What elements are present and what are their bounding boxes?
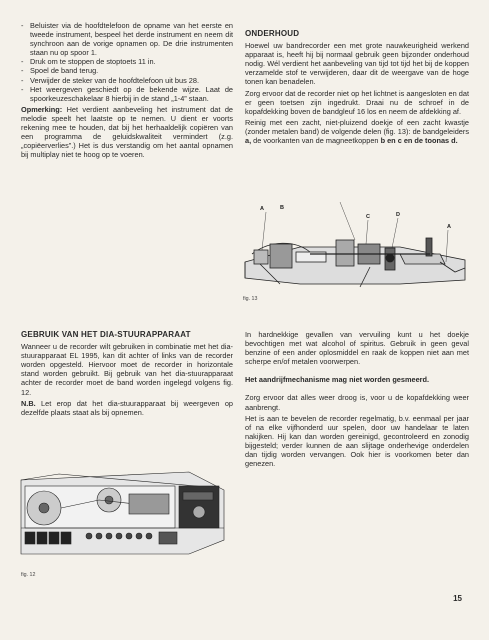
cleaning-paragraph: In hardnekkige gevallen van vervuiling kunt u het doekje bevochtigen met wat alcohol of spiritus. Gebruik in geen geval benzine of een ander oplosmiddel en raak de koppen niet aan met scherpe en/of metalen voorwerpen. [245,330,469,367]
slide-control-paragraph: Wanneer u de recorder wilt gebruiken in combinatie met het dia-stuurapparaat EL 1995, kan dit achter of links van de recorder worden opgesteld. Hiervoor moet de recorder in horizontale stand worden gebruikt. Bij gebruik van het dia-stuurapparaat achter de recorder moet de band worden ingelegd volgens fig. 12. [21,342,233,397]
figure-label-d: D [396,212,400,218]
note-label: Opmerking: [21,104,63,114]
nb-paragraph [21,399,233,417]
figure-label-b: B [280,205,284,211]
step-text: Druk om te stoppen de stoptoets 11 in. [30,57,156,67]
step-text: Verwijder de steker van de hoofdtelefoon uit bus 28. [30,75,200,85]
nb-label: N.B. [21,398,36,408]
list-item: - Spoel de band terug. [21,66,233,75]
list-item: - Het weergeven geschiedt op de bekende wijze. Laat de spoorkeuzeschakelaar 8 hierbij in de stand „1-4” staan. [21,84,233,103]
note-paragraph [21,105,233,160]
figure-13-caption: fig. 13 [243,296,258,302]
service-paragraph: Het is aan te bevelen de recorder regelmatig, b.v. eenmaal per jaar of na elke vijfhonderd uur spelen, door uw handelaar te laten nakijken. Hij kan dan worden gereinigd, gecontroleerd en zonodig bijgesteld; verder kunnen de aan slijtage onderhevige onderdelen dan tijdig worden vervangen. Ook hier is voorkomen beter dan genezen. [245,413,469,469]
maintenance-continued-column [245,330,469,470]
maintenance-paragraph-1: Hoewel uw bandrecorder een met grote nauwkeurigheid werkend apparaat is, heeft hij bij normaal gebruik geen bijzonder onderhoud nodig. Wél verdient het aanbeveling van tijd tot tijd het bij de koppen verzamelde stof te verwijderen, daar dit de weergave van de hoge tonen kan benadelen. [245,41,469,87]
step-text: Spoel de band terug. [30,66,99,76]
list-item: - Verwijder de steker van de hoofdtelefoon uit bus 28. [21,76,233,85]
list-item: - Beluister via de hoofdtelefoon de opname van het eerste en tweede instrument, bespeel het derde instrument en neem dit synchroon aan de vorige opnamen op. De drie instrumenten staan nu op spoor 1. [21,21,233,58]
maintenance-paragraph-2: Zorg ervoor dat de recorder niet op het lichtnet is aangesloten en dat er geen toetsen zijn ingedrukt. Draai nu de schroef in de kopafdekking boven de bandgleuf 16 los en neem de afdekking af. [245,88,469,116]
recording-steps-column [21,21,233,161]
note-text: Het verdient aanbeveling het instrument dat de melodie speelt het laatste op te nemen. U dient er voorts rekening mee te houden, dat bij het herhaaldelijk copiëren van een programma de geluidskwaliteit vermindert (z.g. „copiëerverlies”.) Het is dus verstandig om het aantal opnamen bij multiplay niet te hoog op te voeren. [21,104,233,160]
nb-text: Let erop dat het dia-stuurapparaat bij weergeven op dezelfde plaats staat als bij opnemen. [21,398,233,417]
text-span-bold: b en c en de toonas d. [380,136,458,146]
maintenance-paragraph-3 [245,118,469,145]
text-span: de voorkanten van de magneetkoppen [251,136,381,146]
slide-control-heading: GEBRUIK VAN HET DIA-STUURAPPARAAT [21,330,191,339]
maintenance-heading: ONDERHOUD [245,29,300,38]
figure-label-a2: A [447,224,451,230]
step-text: Beluister via de hoofdtelefoon de opname van het eerste en tweede instrument, bespeel het derde instrument en neem dit synchroon aan de vorige opnamen op. De drie instrumenten staan nu op spoor 1. [30,21,233,58]
list-item: - Druk om te stoppen de stoptoets 11 in. [21,57,233,66]
lubrication-warning: Het aandrijfmechanisme mag niet worden gesmeerd. [245,375,430,385]
dry-paragraph: Zorg ervoor dat alles weer droog is, voor u de kopafdekking weer aanbrengt. [245,393,469,412]
page-number: 15 [453,594,462,603]
text-span: Reinig met een zacht, niet-pluizend doekje of een zacht kwastje (zonder metalen band) de volgende delen (fig. 13): de bandgeleiders [245,117,469,136]
recorder-with-slide-controller-illustration [19,470,234,555]
figure-label-c: C [366,214,370,220]
step-text: Het weergeven geschiedt op de bekende wijze. Laat de spoorkeuzeschakelaar 8 hierbij in de stand „1-4” staan. [30,84,233,103]
slide-control-column [21,330,233,419]
maintenance-column [245,29,469,147]
figure-12-caption: fig. 12 [21,572,36,578]
text-span-bold: a, [245,136,252,146]
figure-label-a: A [260,206,264,212]
tape-head-illustration [240,192,470,292]
